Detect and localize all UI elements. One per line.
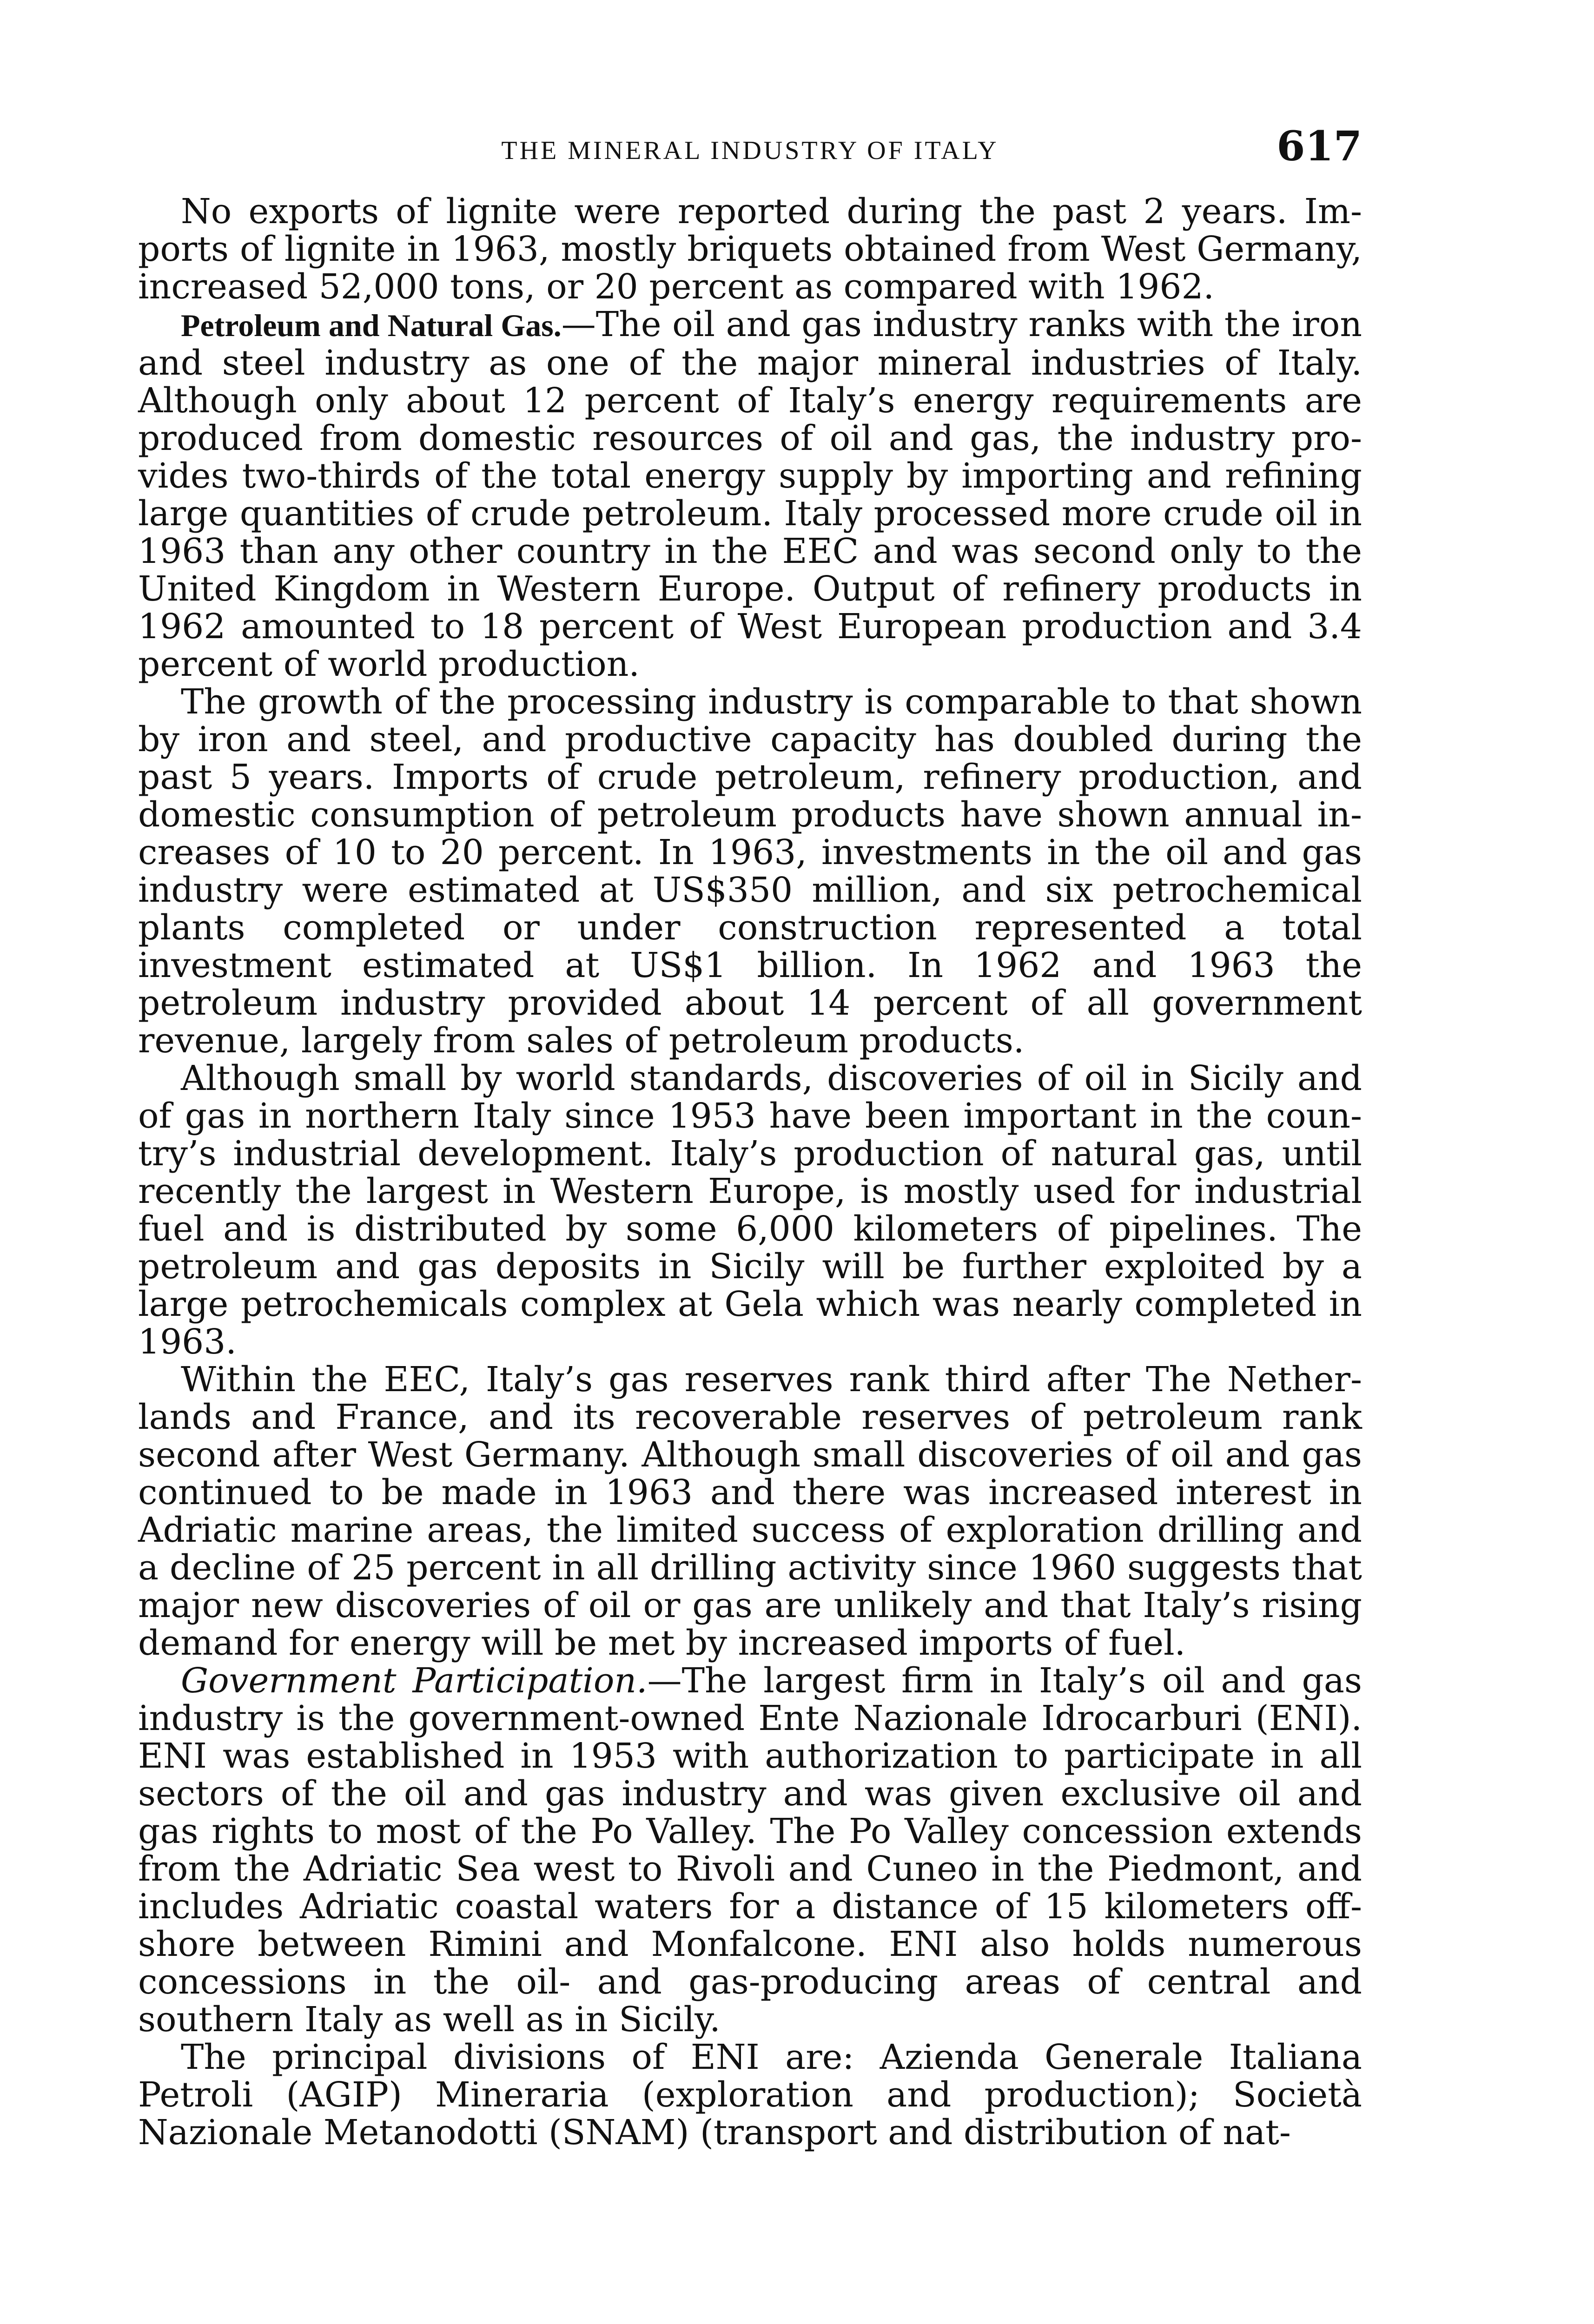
- paragraph-eni-divisions: [138, 2039, 1362, 2152]
- paragraph-government-participation: [138, 1662, 1362, 2039]
- section-heading-petroleum: Petroleum and Natural Gas.: [181, 308, 562, 343]
- paragraph-discoveries: [138, 1060, 1362, 1361]
- paragraph-processing-industry: [138, 683, 1362, 1060]
- paragraph-petroleum-natural-gas: [138, 306, 1362, 683]
- paragraph-eec-reserves: [138, 1361, 1362, 1662]
- running-title: THE MINERAL INDUSTRY OF ITALY: [501, 136, 999, 165]
- paragraph-text: —The largest firm in Italy’s oil and gas industry is the government-owned Ente Nazionale Idrocarburi (ENI). ENI was established in 1953 with authorization to participate in all sectors of the oil and gas industry and was given exclusive oil and gas rights to most of the Po Valley. The Po Valley concession extends from the Adriatic Sea west to Rivoli and Cuneo in the Piedmont, and includes Adriatic coastal waters for a distance of 15 kilometers offshore between Rimini and Monfalcone. ENI also holds numerous concessions in the oil- and gas-producing areas of central and southern Italy as well as in Sicily.: [138, 1661, 1362, 2040]
- paragraph-text: Within the EEC, Italy’s gas reserves rank third after The Netherlands and France, and its recoverable reserves of petroleum rank second after West Germany. Although small discoveries of oil and gas continued to be made in 1963 and there was increased interest in Adriatic marine areas, the limited success of exploration drilling and a decline of 25 percent in all drilling activity since 1960 suggests that major new discoveries of oil or gas are unlikely and that Italy’s rising demand for energy will be met by increased imports of fuel.: [138, 1360, 1362, 1663]
- paragraph-text: —The oil and gas industry ranks with the iron and steel industry as one of the major mineral industries of Italy. Although only about 12 percent of Italy’s energy requirements are produced from domestic resources of oil and gas, the industry provides two-thirds of the total energy supply by importing and refining large quantities of crude petroleum. Italy processed more crude oil in 1963 than any other country in the EEC and was second only to the United Kingdom in Western Europe. Output of refinery products in 1962 amounted to 18 percent of West European production and 3.4 percent of world production.: [138, 304, 1362, 684]
- page-header: [138, 122, 1362, 173]
- paragraph-text: No exports of lignite were reported during the past 2 years. Imports of lignite in 1963, mostly briquets obtained from West Germany, increased 52,000 tons, or 20 percent as compared with 1962.: [138, 191, 1362, 307]
- paragraph-text: Although small by world standards, discoveries of oil in Sicily and of gas in northern Italy since 1953 have been important in the country’s industrial development. Italy’s production of natural gas, until recently the largest in Western Europe, is mostly used for industrial fuel and is distributed by some 6,000 kilometers of pipelines. The petroleum and gas deposits in Sicily will be further exploited by a large petrochemicals complex at Gela which was nearly completed in 1963.: [138, 1058, 1362, 1362]
- body-text: [138, 193, 1362, 2152]
- paragraph-text: The principal divisions of ENI are: Azienda Generale Italiana Petroli (AGIP) Mineraria (exploration and production); Società Nazionale Metanodotti (SNAM) (transport and distribution of nat-: [138, 2037, 1362, 2152]
- paragraph-lignite-exports: [138, 193, 1362, 306]
- section-heading-government-participation: Government Participation.: [181, 1661, 648, 1701]
- page-number: 617: [1277, 122, 1362, 170]
- paragraph-text: The growth of the processing industry is comparable to that shown by iron and steel, and productive capacity has doubled during the past 5 years. Imports of crude petroleum, refinery production, and domestic consumption of petroleum products have shown annual increases of 10 to 20 percent. In 1963, investments in the oil and gas industry were estimated at US$350 million, and six petrochemical plants completed or under construction represented a total investment estimated at US$1 billion. In 1962 and 1963 the petroleum industry provided about 14 percent of all government revenue, largely from sales of petroleum products.: [138, 682, 1362, 1061]
